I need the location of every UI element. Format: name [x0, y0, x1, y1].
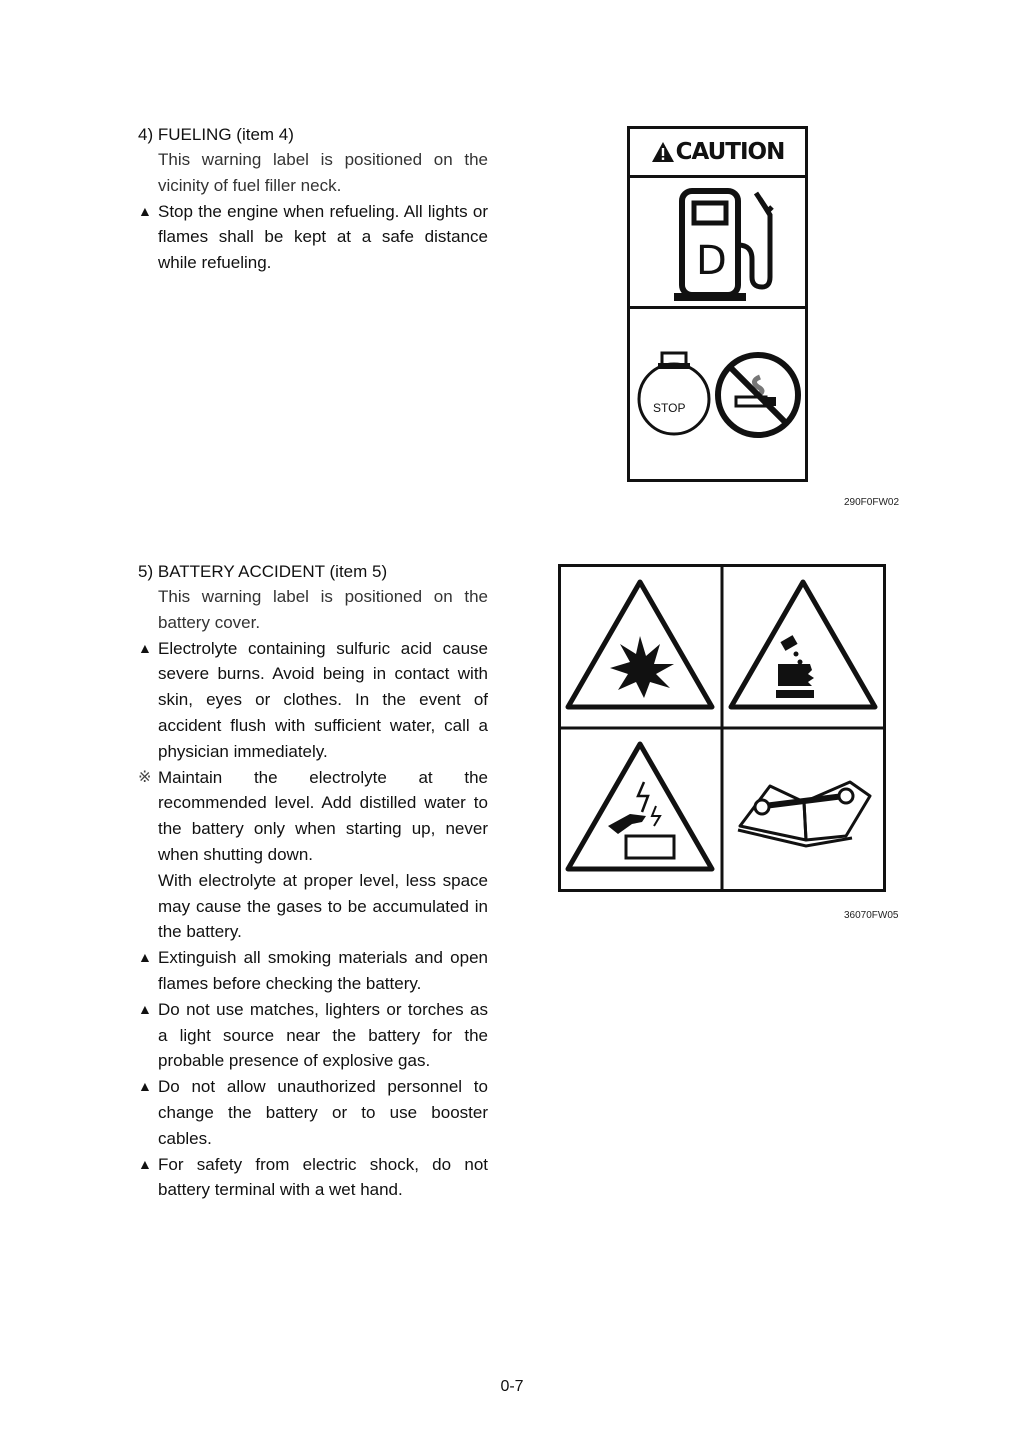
- engine-stop-text: STOP: [653, 401, 686, 415]
- section-description: This warning label is positioned on the battery cover.: [158, 587, 488, 632]
- warning-text: Do not allow unauthorized personnel to change the battery or to use booster cables.: [158, 1077, 488, 1148]
- label-code: 290F0FW02: [844, 497, 900, 508]
- section-title: FUELING: [157, 125, 232, 144]
- section-number: 4): [138, 125, 154, 144]
- section-battery-accident: [138, 560, 488, 1203]
- section-description: This warning label is positioned on the vicinity of fuel filler neck.: [158, 150, 488, 195]
- note-text: Maintain the electrolyte at the recommended level. Add distilled water to the battery only when starting up, never when shutting down.: [158, 767, 488, 864]
- warning-item: [138, 997, 488, 1074]
- battery-warning-label: [558, 564, 886, 892]
- note-continuation: [158, 868, 488, 945]
- fuel-pump-icon: [672, 185, 782, 305]
- section-heading: [138, 123, 488, 147]
- note-continuation-text: With electrolyte at proper level, less space may cause the gases to be accumulated in the battery.: [158, 870, 488, 942]
- engine-stop-icon: [636, 351, 716, 441]
- caution-header-text: CAUTION: [675, 139, 785, 165]
- page-number: 0-7: [500, 1378, 524, 1395]
- warning-triangle-icon: ▲: [138, 949, 152, 966]
- warning-triangle-icon: ▲: [138, 1155, 152, 1172]
- warning-text: Electrolyte containing sulfuric acid cause severe burns. Avoid being in contact with skin, eyes or clothes. In the event of accident flush with sufficient water, call a physician immediately.: [158, 638, 488, 761]
- label-code: 36070FW05: [844, 910, 899, 921]
- caution-header: [630, 129, 805, 178]
- warning-text: Do not use matches, lighters or torches as a light source near the battery for the probable presence of explosive gas.: [158, 999, 488, 1071]
- warning-item: [138, 945, 488, 997]
- caution-triangle-icon: [651, 141, 675, 163]
- pump-letter: D: [696, 238, 727, 284]
- section-number: 5): [138, 562, 154, 581]
- section-item-ref: (item 5): [329, 562, 388, 581]
- caution-label-fueling: [627, 126, 808, 482]
- section-heading: [138, 560, 488, 584]
- note-item: [138, 765, 488, 868]
- section-title: BATTERY ACCIDENT: [157, 562, 325, 581]
- no-smoking-icon: [714, 351, 802, 439]
- warning-text: For safety from electric shock, do not battery terminal with a wet hand.: [158, 1154, 488, 1200]
- warning-triangle-icon: ▲: [138, 1000, 152, 1017]
- warning-text: Stop the engine when refueling. All lights or flames shall be kept at a safe distance while refueling.: [158, 201, 488, 273]
- section-item-ref: (item 4): [236, 125, 294, 144]
- warning-triangle-icon: ▲: [138, 1078, 152, 1095]
- warning-item: [138, 1074, 488, 1151]
- warning-text: Extinguish all smoking materials and open flames before checking the battery.: [158, 948, 488, 993]
- label-divider: [630, 306, 805, 309]
- note-reference-icon: ※: [138, 768, 152, 786]
- warning-item: [138, 636, 488, 765]
- warning-triangle-icon: ▲: [138, 202, 152, 219]
- section-fueling: [138, 123, 488, 276]
- warning-item: [138, 1152, 488, 1204]
- warning-item: [138, 199, 488, 276]
- warning-triangle-icon: ▲: [138, 639, 152, 656]
